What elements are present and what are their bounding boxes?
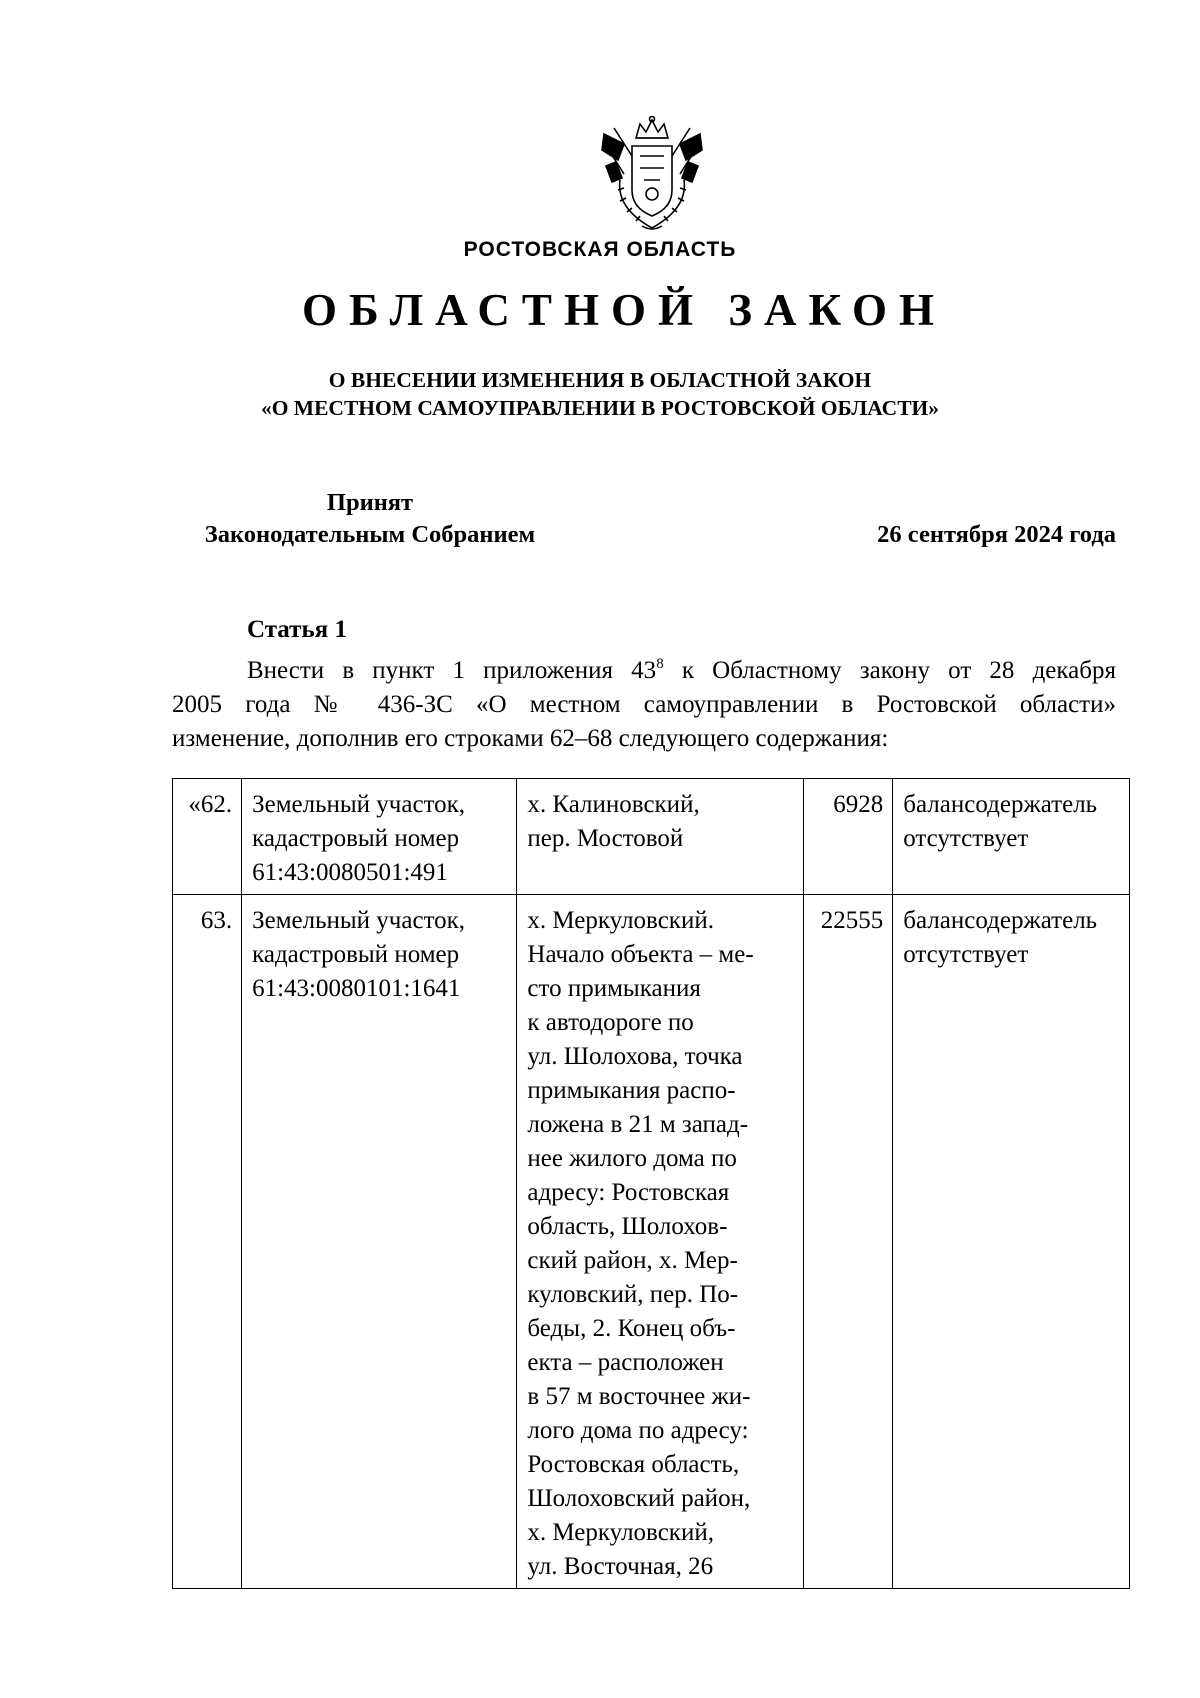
object-address-cell-line: х. Меркуловский. (527, 907, 714, 934)
object-address-cell-line: ложена в 21 м запад- (527, 1111, 749, 1138)
balance-holder-cell (893, 779, 1130, 895)
object-address-cell-line: ул. Восточная, 26 (527, 1553, 714, 1580)
table-row (173, 895, 1130, 1589)
article-paragraph (172, 654, 1116, 756)
object-address-cell-line: Начало объекта – ме- (527, 941, 754, 968)
object-name-cell (242, 895, 517, 1589)
object-address-cell-line: ский район, х. Мер- (527, 1247, 738, 1274)
object-address-cell-line: х. Калиновский, (527, 791, 700, 818)
document-title-line-1: О ВНЕСЕНИИ ИЗМЕНЕНИЯ В ОБЛАСТНОЙ ЗАКОН (328, 368, 872, 392)
object-address-cell-line: к автодороге по (527, 1009, 694, 1036)
object-address-cell-line: область, Шолохов- (527, 1213, 728, 1240)
object-name-cell-line: 61:43:0080101:1641 (252, 975, 461, 1002)
document-title (0, 366, 1200, 422)
document-title-line-2: «О МЕСТНОМ САМОУПРАВЛЕНИИ В РОСТОВСКОЙ ОБЛАСТИ» (260, 396, 940, 420)
region-name: РОСТОВСКАЯ ОБЛАСТЬ (463, 238, 737, 261)
document-type: ОБЛАСТНОЙ ЗАКОН (302, 285, 946, 335)
object-name-cell-line: Земельный участок, (252, 907, 466, 934)
object-address-cell-line: екта – расположен (527, 1349, 724, 1376)
object-name-cell-line: 61:43:0080501:491 (252, 859, 448, 886)
object-address-cell-line: Ростовская область, (527, 1451, 740, 1478)
superscript: 8 (656, 656, 664, 672)
object-address-cell-line: куловский, пер. По- (527, 1281, 739, 1308)
object-name-cell-line: кадастровый номер (252, 825, 460, 852)
article-title: Статья 1 (247, 616, 347, 643)
object-name-cell-line: Земельный участок, (252, 791, 466, 818)
table-row (173, 779, 1130, 895)
adoption-line-2: Законодательным Собранием (204, 521, 536, 548)
paragraph-line-2: 2005 года № 436-ЗС «О местном самоуправлении в Ростовской области» (172, 691, 1116, 718)
balance-holder-cell-line: балансодержатель (903, 791, 1098, 818)
coat-of-arms-icon (596, 116, 708, 234)
object-area-cell: 6928 (803, 779, 892, 895)
object-address-cell (517, 779, 803, 895)
adoption-body (170, 487, 570, 551)
object-address-cell-line: адресу: Ростовская (527, 1179, 730, 1206)
object-area-cell: 22555 (803, 895, 892, 1589)
row-number-cell: «62. (173, 779, 242, 895)
object-address-cell-line: Шолоховский район, (527, 1485, 751, 1512)
object-address-cell-line: х. Меркуловский, (527, 1519, 714, 1546)
object-address-cell-line: ул. Шолохова, точка (527, 1043, 743, 1070)
object-address-cell (517, 895, 803, 1589)
adoption-line-1: Принят (326, 489, 414, 516)
row-number-cell: 63. (173, 895, 242, 1589)
object-address-cell-line: пер. Мостовой (527, 825, 684, 852)
object-address-cell-line: лого дома по адресу: (527, 1417, 749, 1444)
adoption-date: 26 сентября 2024 года (877, 521, 1116, 548)
object-address-cell-line: сто примыкания (527, 975, 701, 1002)
paragraph-line-3: изменение, дополнив его строками 62–68 следующего содержания: (172, 725, 889, 752)
objects-table (172, 778, 1130, 1589)
balance-holder-cell-line: отсутствует (903, 825, 1029, 852)
object-address-cell-line: примыкания распо- (527, 1077, 736, 1104)
paragraph-line-1: Внести в пункт 1 приложения $43^8$ к Областному закону от 28 декабря (247, 656, 1116, 684)
object-address-cell-line: в 57 м восточнее жи- (527, 1383, 751, 1410)
balance-holder-cell-line: балансодержатель (903, 907, 1098, 934)
object-name-cell (242, 779, 517, 895)
balance-holder-cell (893, 895, 1130, 1589)
object-address-cell-line: беды, 2. Конец объ- (527, 1315, 736, 1342)
object-name-cell-line: кадастровый номер (252, 941, 460, 968)
balance-holder-cell-line: отсутствует (903, 941, 1029, 968)
object-address-cell-line: нее жилого дома по (527, 1145, 737, 1172)
